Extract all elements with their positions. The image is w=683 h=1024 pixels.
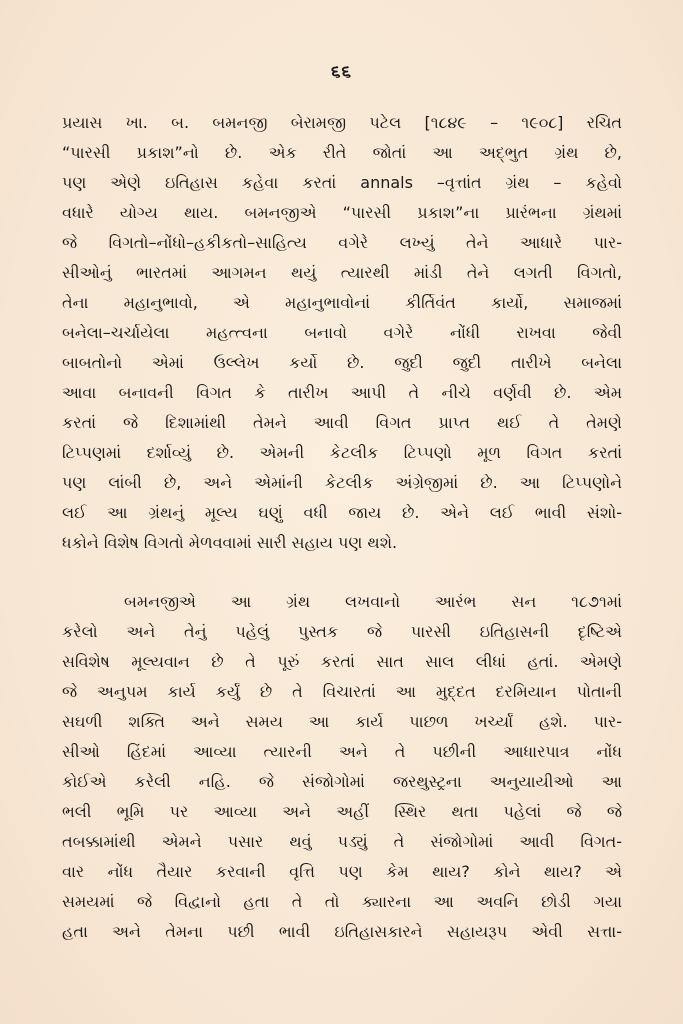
text-line: “પારસી પ્રકાશ”નો છે. એક રીતે જોતાં આ અદ્‌ભુત ગ્રંથ છે, (62, 143, 622, 162)
text-line: બનેલા–ચર્ચાયેલા મહત્ત્વના બનાવો વગેરે નોંધી રાખવા જેવી (62, 323, 622, 342)
text-line: જે અનુપમ કાર્ય કર્યું છે તે વિચારતાં આ મુદ્દત દરમિયાન પોતાની (62, 682, 622, 701)
page-number: ૬૬ (330, 62, 353, 82)
text-line: વાર નોંધ તૈયાર કરવાની વૃત્તિ પણ કેમ થાય? કોને થાય? એ (62, 862, 622, 881)
text-line: ટિપ્પણમાં દર્શાવ્યું છે. એમની કેટલીક ટિપ્પણો મૂળ વિગત કરતાં (62, 443, 622, 462)
text-line: સીઓનું ભારતમાં આગમન થયું ત્યારથી માંડી તેને લગતી વિગતો, (62, 263, 622, 282)
text-line: સવિશેષ મૂલ્યવાન છે તે પૂરું કરતાં સાત સાલ લીધાં હતાં. એમણે (62, 652, 622, 671)
paragraph-1 (62, 108, 622, 558)
text-line: સીઓ હિંદમાં આવ્યા ત્યારની અને તે પછીની આધારપાત્ર નોંધ (62, 742, 622, 761)
paragraph-2 (62, 587, 622, 947)
text-line: આવા બનાવની વિગત કે તારીખ આપી તે નીચે વર્ણવી છે. એમ (62, 383, 622, 402)
text-line: તેના મહાનુભાવો, એ મહાનુભાવોનાં કીર્તિવંત કાર્યો, સમાજમાં (62, 293, 622, 312)
text-line: પ્રયાસ ખા. બ. બમનજી બેરામજી પટેલ [૧૮૪૯ – ૧૯૦૮] રચિત (62, 113, 622, 132)
text-line: પણ લાંબી છે, અને એમાંની કેટલીક અંગ્રેજીમાં છે. આ ટિપ્પણોને (62, 473, 622, 492)
text-line: ભલી ભૂમિ પર આવ્યા અને અહીં સ્થિર થતા પહેલાં જે જે (62, 802, 622, 821)
text-line: કોઈએ કરેલી નહિ. જે સંજોગોમાં જરથુસ્ટ્રના અનુયાયીઓ આ (62, 772, 622, 791)
text-line: લઈ આ ગ્રંથનું મૂલ્ય ઘણું વધી જાય છે. એને લઈ ભાવી સંશો- (62, 503, 622, 522)
text-line: હતા અને તેમના પછી ભાવી ઇતિહાસકારને સહાયરૂપ એવી સત્તા- (62, 922, 622, 941)
text-line: પણ એણે ઇતિહાસ કહેવા કરતાં annals –વૃત્તાંત ગ્રંથ – કહેવો (62, 173, 622, 192)
text-line: વધારે યોગ્ય થાય. બમનજીએ “પારસી પ્રકાશ”ના પ્રારંભના ગ્રંથમાં (62, 203, 622, 222)
text-line: બાબતોનો એમાં ઉલ્લેખ કર્યો છે. જુદી જુદી તારીખે બનેલા (62, 353, 622, 372)
text-line: સઘળી શક્તિ અને સમય આ કાર્ય પાછળ ખર્ચ્યાં હશે. પાર- (62, 712, 622, 731)
text-line: કરેલો અને તેનું પહેલું પુસ્તક જે પારસી ઇતિહાસની દૃષ્ટિએ (62, 622, 622, 641)
text-line: સમયમાં જે વિદ્વાનો હતા તે તો ક્યારના આ અવનિ છોડી ગયા (62, 892, 622, 911)
text-line: કરતાં જે દિશામાંથી તેમને આવી વિગત પ્રાપ્ત થઈ તે તેમણે (62, 413, 622, 432)
text-line: તબક્કામાંથી એમને પસાર થવું પડ્યું તે સંજોગોમાં આવી વિગત- (62, 832, 622, 851)
text-line: જે વિગતો–નોંધો–હકીકતો–સાહિત્ય વગેરે લખ્યું તેને આધારે પાર- (62, 233, 622, 252)
text-line: બમનજીએ આ ગ્રંથ લખવાનો આરંભ સન ૧૮૭૧માં (124, 592, 622, 611)
text-line: ધકોને વિશેષ વિગતો મેળવવામાં સારી સહાય પણ થશે. (62, 533, 398, 552)
